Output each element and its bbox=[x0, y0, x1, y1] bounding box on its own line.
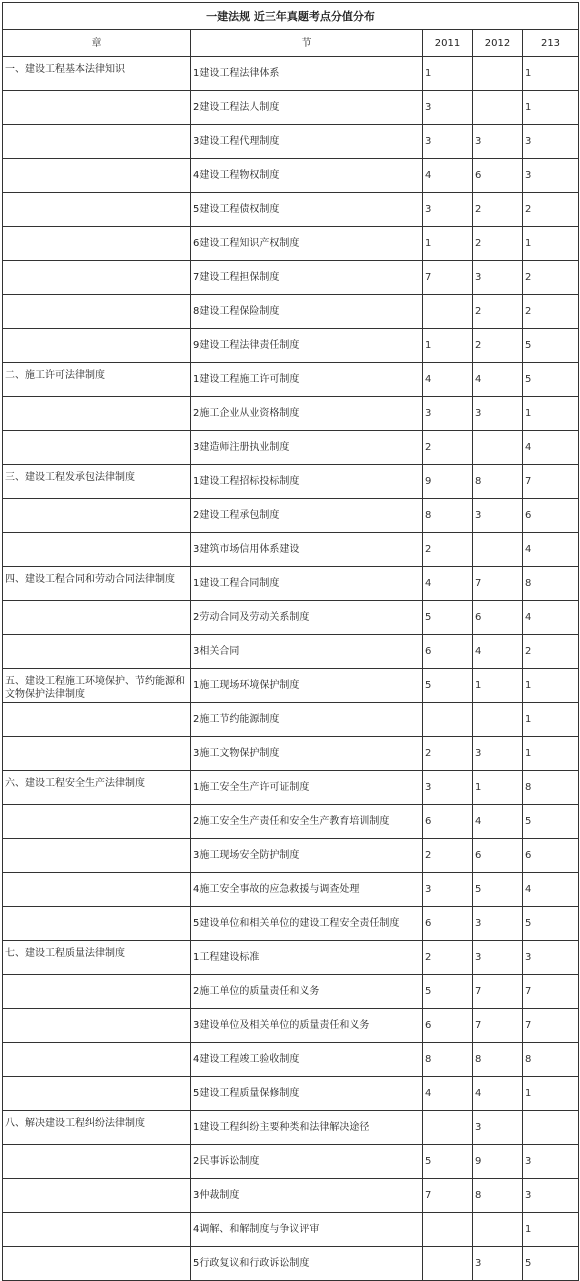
chapter-cell bbox=[3, 499, 191, 533]
score-2012-cell bbox=[473, 1213, 523, 1247]
table-title: 一建法规 近三年真题考点分值分布 bbox=[3, 3, 579, 30]
score-2011-cell: 7 bbox=[423, 1179, 473, 1213]
score-2012-cell: 2 bbox=[473, 193, 523, 227]
header-row bbox=[3, 30, 579, 57]
table-row bbox=[3, 975, 579, 1009]
score-2012-cell: 4 bbox=[473, 1077, 523, 1111]
score-2011-cell: 3 bbox=[423, 397, 473, 431]
table-row bbox=[3, 397, 579, 431]
score-2012-cell: 6 bbox=[473, 601, 523, 635]
score-2013-cell: 4 bbox=[523, 533, 579, 567]
section-cell: 2民事诉讼制度 bbox=[191, 1145, 423, 1179]
score-2011-cell: 1 bbox=[423, 329, 473, 363]
table-row bbox=[3, 1247, 579, 1281]
table-row bbox=[3, 839, 579, 873]
table-row bbox=[3, 1111, 579, 1145]
score-2012-cell: 6 bbox=[473, 839, 523, 873]
section-cell: 3施工文物保护制度 bbox=[191, 737, 423, 771]
table-row bbox=[3, 533, 579, 567]
section-cell: 1建设工程纠纷主要种类和法律解决途径 bbox=[191, 1111, 423, 1145]
score-2013-cell: 5 bbox=[523, 805, 579, 839]
score-2012-cell: 2 bbox=[473, 295, 523, 329]
score-2013-cell: 1 bbox=[523, 227, 579, 261]
score-2011-cell: 6 bbox=[423, 1009, 473, 1043]
chapter-cell: 一、建设工程基本法律知识 bbox=[3, 57, 191, 91]
section-cell: 1建设工程法律体系 bbox=[191, 57, 423, 91]
chapter-cell: 五、建设工程施工环境保护、节约能源和文物保护法律制度 bbox=[3, 669, 191, 703]
table-row bbox=[3, 601, 579, 635]
score-2012-cell: 4 bbox=[473, 805, 523, 839]
chapter-cell: 三、建设工程发承包法律制度 bbox=[3, 465, 191, 499]
chapter-cell bbox=[3, 125, 191, 159]
section-cell: 1施工现场环境保护制度 bbox=[191, 669, 423, 703]
score-2013-cell: 6 bbox=[523, 839, 579, 873]
score-2011-cell: 5 bbox=[423, 1145, 473, 1179]
chapter-cell bbox=[3, 329, 191, 363]
table-body bbox=[3, 57, 579, 1281]
score-2012-cell: 3 bbox=[473, 1111, 523, 1145]
chapter-cell: 八、解决建设工程纠纷法律制度 bbox=[3, 1111, 191, 1145]
score-2012-cell: 3 bbox=[473, 1247, 523, 1281]
section-cell: 4调解、和解制度与争议评审 bbox=[191, 1213, 423, 1247]
section-cell: 3施工现场安全防护制度 bbox=[191, 839, 423, 873]
section-cell: 7建设工程担保制度 bbox=[191, 261, 423, 295]
score-2012-cell: 3 bbox=[473, 499, 523, 533]
chapter-cell bbox=[3, 805, 191, 839]
score-2012-cell bbox=[473, 703, 523, 737]
score-distribution-table bbox=[2, 2, 579, 1281]
score-2013-cell: 1 bbox=[523, 703, 579, 737]
chapter-cell bbox=[3, 1043, 191, 1077]
header-2012: 2012 bbox=[473, 30, 523, 57]
score-2013-cell: 3 bbox=[523, 125, 579, 159]
score-2012-cell: 7 bbox=[473, 975, 523, 1009]
section-cell: 2劳动合同及劳动关系制度 bbox=[191, 601, 423, 635]
section-cell: 2施工企业从业资格制度 bbox=[191, 397, 423, 431]
table-row bbox=[3, 227, 579, 261]
chapter-cell: 七、建设工程质量法律制度 bbox=[3, 941, 191, 975]
section-cell: 2建设工程承包制度 bbox=[191, 499, 423, 533]
score-2012-cell: 1 bbox=[473, 669, 523, 703]
score-2013-cell: 1 bbox=[523, 737, 579, 771]
table-row bbox=[3, 941, 579, 975]
score-2011-cell: 2 bbox=[423, 431, 473, 465]
chapter-cell bbox=[3, 873, 191, 907]
score-2011-cell: 7 bbox=[423, 261, 473, 295]
score-2011-cell: 4 bbox=[423, 1077, 473, 1111]
section-cell: 5行政复议和行政诉讼制度 bbox=[191, 1247, 423, 1281]
table-row bbox=[3, 363, 579, 397]
chapter-cell bbox=[3, 1077, 191, 1111]
section-cell: 8建设工程保险制度 bbox=[191, 295, 423, 329]
score-2011-cell: 1 bbox=[423, 227, 473, 261]
header-chapter: 章 bbox=[3, 30, 191, 57]
chapter-cell bbox=[3, 601, 191, 635]
chapter-cell bbox=[3, 295, 191, 329]
section-cell: 1建设工程施工许可制度 bbox=[191, 363, 423, 397]
table-row bbox=[3, 261, 579, 295]
chapter-cell bbox=[3, 1247, 191, 1281]
chapter-cell bbox=[3, 193, 191, 227]
score-2013-cell: 6 bbox=[523, 499, 579, 533]
score-2013-cell: 5 bbox=[523, 363, 579, 397]
section-cell: 3相关合同 bbox=[191, 635, 423, 669]
score-2013-cell: 2 bbox=[523, 261, 579, 295]
score-2012-cell: 4 bbox=[473, 635, 523, 669]
score-2012-cell: 3 bbox=[473, 737, 523, 771]
table-row bbox=[3, 737, 579, 771]
table-row bbox=[3, 125, 579, 159]
chapter-cell bbox=[3, 431, 191, 465]
chapter-cell: 二、施工许可法律制度 bbox=[3, 363, 191, 397]
table-row bbox=[3, 159, 579, 193]
section-cell: 5建设工程债权制度 bbox=[191, 193, 423, 227]
score-2013-cell: 8 bbox=[523, 1043, 579, 1077]
table-row bbox=[3, 907, 579, 941]
score-2011-cell: 1 bbox=[423, 57, 473, 91]
score-2012-cell: 2 bbox=[473, 227, 523, 261]
score-2013-cell: 7 bbox=[523, 1009, 579, 1043]
score-2011-cell bbox=[423, 1213, 473, 1247]
table-row bbox=[3, 567, 579, 601]
score-2013-cell: 1 bbox=[523, 1213, 579, 1247]
score-2013-cell: 1 bbox=[523, 669, 579, 703]
score-2012-cell bbox=[473, 533, 523, 567]
score-2012-cell: 3 bbox=[473, 125, 523, 159]
score-2012-cell: 8 bbox=[473, 1179, 523, 1213]
score-2011-cell: 5 bbox=[423, 601, 473, 635]
section-cell: 3建筑市场信用体系建设 bbox=[191, 533, 423, 567]
score-2011-cell: 3 bbox=[423, 125, 473, 159]
score-2012-cell bbox=[473, 57, 523, 91]
score-2012-cell: 3 bbox=[473, 941, 523, 975]
title-row bbox=[3, 3, 579, 30]
header-2011: 2011 bbox=[423, 30, 473, 57]
table-row bbox=[3, 1009, 579, 1043]
score-2011-cell: 8 bbox=[423, 1043, 473, 1077]
score-2013-cell: 2 bbox=[523, 295, 579, 329]
score-2013-cell: 1 bbox=[523, 57, 579, 91]
score-2012-cell: 2 bbox=[473, 329, 523, 363]
score-2013-cell bbox=[523, 1111, 579, 1145]
section-cell: 5建设单位和相关单位的建设工程安全责任制度 bbox=[191, 907, 423, 941]
score-2011-cell: 2 bbox=[423, 839, 473, 873]
score-2012-cell: 7 bbox=[473, 1009, 523, 1043]
score-2013-cell: 1 bbox=[523, 91, 579, 125]
score-2013-cell: 2 bbox=[523, 193, 579, 227]
score-2011-cell bbox=[423, 703, 473, 737]
score-2011-cell bbox=[423, 295, 473, 329]
table-row bbox=[3, 1213, 579, 1247]
score-2011-cell: 6 bbox=[423, 805, 473, 839]
score-2011-cell bbox=[423, 1247, 473, 1281]
chapter-cell: 四、建设工程合同和劳动合同法律制度 bbox=[3, 567, 191, 601]
score-2011-cell bbox=[423, 1111, 473, 1145]
header-2013: 213 bbox=[523, 30, 579, 57]
section-cell: 1建设工程招标投标制度 bbox=[191, 465, 423, 499]
score-2013-cell: 1 bbox=[523, 1077, 579, 1111]
score-2013-cell: 3 bbox=[523, 1145, 579, 1179]
section-cell: 3建设单位及相关单位的质量责任和义务 bbox=[191, 1009, 423, 1043]
chapter-cell bbox=[3, 91, 191, 125]
section-cell: 1工程建设标准 bbox=[191, 941, 423, 975]
score-2011-cell: 2 bbox=[423, 737, 473, 771]
header-section: 节 bbox=[191, 30, 423, 57]
section-cell: 3建造师注册执业制度 bbox=[191, 431, 423, 465]
score-2012-cell: 1 bbox=[473, 771, 523, 805]
chapter-cell bbox=[3, 227, 191, 261]
score-2013-cell: 1 bbox=[523, 397, 579, 431]
score-2013-cell: 4 bbox=[523, 431, 579, 465]
section-cell: 2施工安全生产责任和安全生产教育培训制度 bbox=[191, 805, 423, 839]
section-cell: 4建设工程竣工验收制度 bbox=[191, 1043, 423, 1077]
chapter-cell bbox=[3, 737, 191, 771]
table-row bbox=[3, 499, 579, 533]
score-2011-cell: 2 bbox=[423, 533, 473, 567]
score-2013-cell: 7 bbox=[523, 975, 579, 1009]
score-2011-cell: 5 bbox=[423, 975, 473, 1009]
table-row bbox=[3, 295, 579, 329]
score-2011-cell: 6 bbox=[423, 907, 473, 941]
score-2011-cell: 3 bbox=[423, 771, 473, 805]
score-2011-cell: 2 bbox=[423, 941, 473, 975]
table-row bbox=[3, 635, 579, 669]
chapter-cell bbox=[3, 397, 191, 431]
score-2013-cell: 5 bbox=[523, 329, 579, 363]
chapter-cell bbox=[3, 1009, 191, 1043]
score-2012-cell: 9 bbox=[473, 1145, 523, 1179]
score-2011-cell: 3 bbox=[423, 91, 473, 125]
table-row bbox=[3, 193, 579, 227]
section-cell: 4施工安全事故的应急救援与调查处理 bbox=[191, 873, 423, 907]
chapter-cell: 六、建设工程安全生产法律制度 bbox=[3, 771, 191, 805]
table-row bbox=[3, 1043, 579, 1077]
score-2012-cell: 8 bbox=[473, 465, 523, 499]
section-cell: 3建设工程代理制度 bbox=[191, 125, 423, 159]
score-2011-cell: 3 bbox=[423, 193, 473, 227]
score-2012-cell bbox=[473, 431, 523, 465]
score-2011-cell: 4 bbox=[423, 567, 473, 601]
score-2012-cell: 4 bbox=[473, 363, 523, 397]
score-2011-cell: 8 bbox=[423, 499, 473, 533]
score-2013-cell: 4 bbox=[523, 601, 579, 635]
score-2013-cell: 2 bbox=[523, 635, 579, 669]
score-2013-cell: 5 bbox=[523, 907, 579, 941]
table-row bbox=[3, 805, 579, 839]
score-2011-cell: 5 bbox=[423, 669, 473, 703]
score-2011-cell: 6 bbox=[423, 635, 473, 669]
score-2013-cell: 5 bbox=[523, 1247, 579, 1281]
score-2012-cell bbox=[473, 91, 523, 125]
table-row bbox=[3, 91, 579, 125]
section-cell: 2建设工程法人制度 bbox=[191, 91, 423, 125]
score-2013-cell: 8 bbox=[523, 771, 579, 805]
chapter-cell bbox=[3, 159, 191, 193]
section-cell: 1施工安全生产许可证制度 bbox=[191, 771, 423, 805]
score-2012-cell: 7 bbox=[473, 567, 523, 601]
score-2012-cell: 5 bbox=[473, 873, 523, 907]
chapter-cell bbox=[3, 635, 191, 669]
section-cell: 1建设工程合同制度 bbox=[191, 567, 423, 601]
score-2013-cell: 7 bbox=[523, 465, 579, 499]
score-2012-cell: 3 bbox=[473, 261, 523, 295]
score-2011-cell: 9 bbox=[423, 465, 473, 499]
table-row bbox=[3, 1179, 579, 1213]
chapter-cell bbox=[3, 1179, 191, 1213]
section-cell: 5建设工程质量保修制度 bbox=[191, 1077, 423, 1111]
score-2013-cell: 8 bbox=[523, 567, 579, 601]
chapter-cell bbox=[3, 907, 191, 941]
table-row bbox=[3, 1145, 579, 1179]
score-2013-cell: 4 bbox=[523, 873, 579, 907]
chapter-cell bbox=[3, 839, 191, 873]
table-row bbox=[3, 703, 579, 737]
score-2011-cell: 4 bbox=[423, 363, 473, 397]
score-2012-cell: 3 bbox=[473, 397, 523, 431]
table-row bbox=[3, 465, 579, 499]
table-row bbox=[3, 669, 579, 703]
score-2013-cell: 3 bbox=[523, 1179, 579, 1213]
section-cell: 6建设工程知识产权制度 bbox=[191, 227, 423, 261]
score-2013-cell: 3 bbox=[523, 941, 579, 975]
score-2012-cell: 6 bbox=[473, 159, 523, 193]
score-2011-cell: 4 bbox=[423, 159, 473, 193]
chapter-cell bbox=[3, 975, 191, 1009]
table-row bbox=[3, 57, 579, 91]
chapter-cell bbox=[3, 1145, 191, 1179]
section-cell: 2施工节约能源制度 bbox=[191, 703, 423, 737]
chapter-cell bbox=[3, 1213, 191, 1247]
score-2012-cell: 8 bbox=[473, 1043, 523, 1077]
score-2011-cell: 3 bbox=[423, 873, 473, 907]
chapter-cell bbox=[3, 533, 191, 567]
table-row bbox=[3, 771, 579, 805]
table-row bbox=[3, 1077, 579, 1111]
chapter-cell bbox=[3, 261, 191, 295]
section-cell: 3仲裁制度 bbox=[191, 1179, 423, 1213]
section-cell: 2施工单位的质量责任和义务 bbox=[191, 975, 423, 1009]
table-row bbox=[3, 873, 579, 907]
score-2012-cell: 3 bbox=[473, 907, 523, 941]
table-row bbox=[3, 329, 579, 363]
section-cell: 9建设工程法律责任制度 bbox=[191, 329, 423, 363]
table-row bbox=[3, 431, 579, 465]
chapter-cell bbox=[3, 703, 191, 737]
score-2013-cell: 3 bbox=[523, 159, 579, 193]
section-cell: 4建设工程物权制度 bbox=[191, 159, 423, 193]
